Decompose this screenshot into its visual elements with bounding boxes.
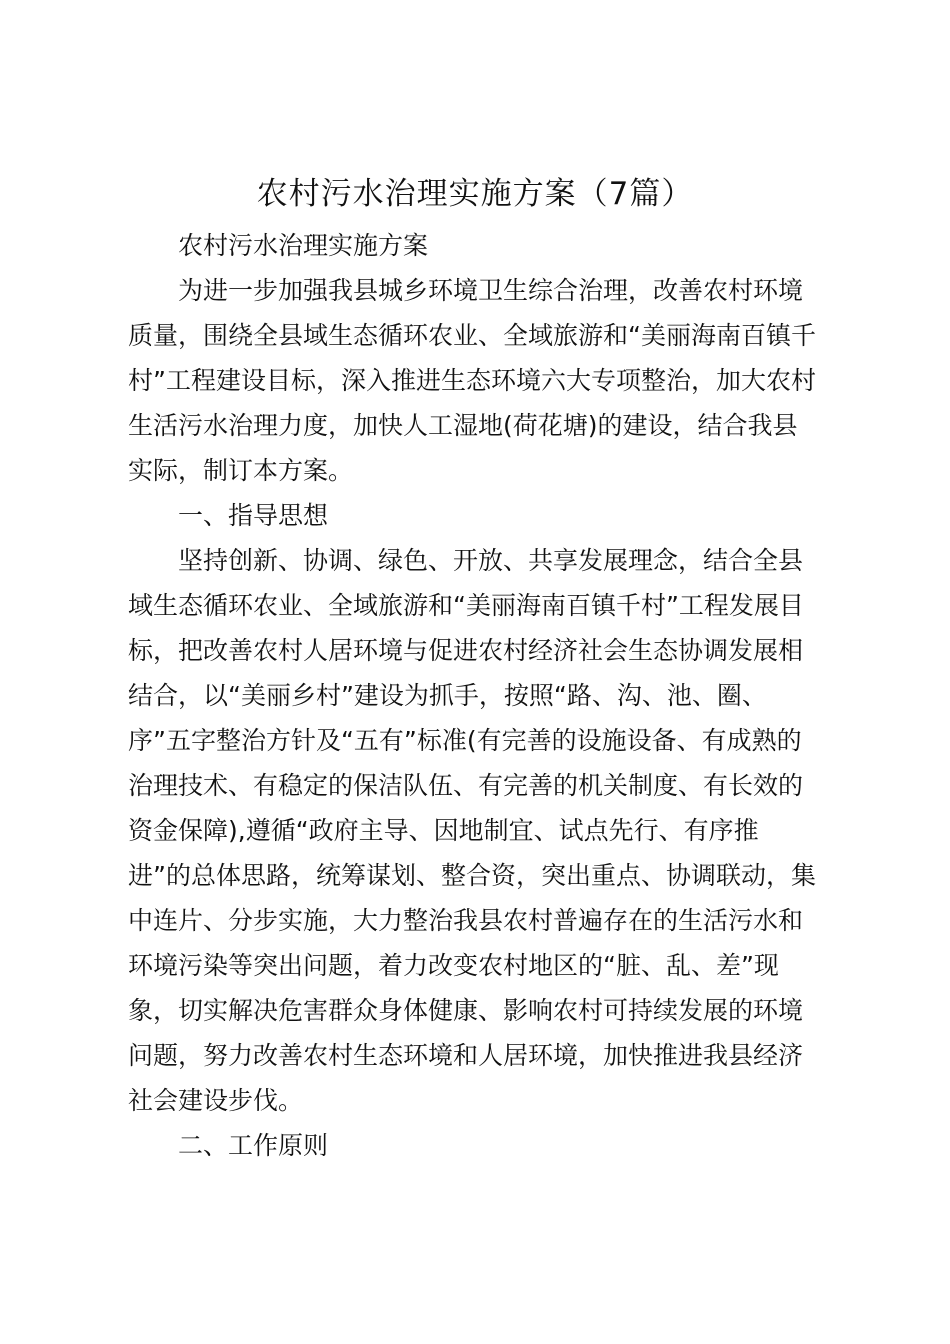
- paragraph-line: 社会建设步伐。: [128, 1086, 304, 1115]
- paragraph-line: 质量，围绕全县域生态循环农业、全域旅游和“美丽海南百镇千: [128, 321, 816, 350]
- paragraph-line: 实际，制订本方案。: [128, 456, 354, 485]
- paragraph-line: 资金保障),遵循“政府主导、因地制宜、试点先行、有序推: [128, 816, 759, 845]
- section-heading-work-principles: 二、工作原则: [178, 1131, 329, 1160]
- paragraph-line: 问题，努力改善农村生态环境和人居环境，加快推进我县经济: [128, 1041, 804, 1070]
- paragraph-line: 标，把改善农村人居环境与促进农村经济社会生态协调发展相: [128, 636, 804, 665]
- paragraph-line: 坚持创新、协调、绿色、开放、共享发展理念，结合全县: [178, 546, 804, 575]
- document-subtitle: 农村污水治理实施方案: [178, 231, 429, 260]
- paragraph-line: 治理技术、有稳定的保洁队伍、有完善的机关制度、有长效的: [128, 771, 804, 800]
- paragraph-line: 生活污水治理力度，加快人工湿地(荷花塘)的建设，结合我县: [128, 411, 798, 440]
- paragraph-line: 为进一步加强我县城乡环境卫生综合治理，改善农村环境: [178, 276, 804, 305]
- paragraph-line: 进”的总体思路，统筹谋划、整合资，突出重点、协调联动，集: [128, 861, 816, 890]
- paragraph-line: 村”工程建设目标，深入推进生态环境六大专项整治，加大农村: [128, 366, 816, 395]
- section-heading-guiding-ideology: 一、指导思想: [178, 501, 329, 530]
- paragraph-line: 序”五字整治方针及“五有”标准(有完善的设施设备、有成熟的: [128, 726, 802, 755]
- document-title: 农村污水治理实施方案（7篇）: [256, 176, 694, 212]
- paragraph-line: 象，切实解决危害群众身体健康、影响农村可持续发展的环境: [128, 996, 804, 1025]
- paragraph-line: 环境污染等突出问题，着力改变农村地区的“脏、乱、差”现: [128, 951, 779, 980]
- paragraph-line: 结合，以“美丽乡村”建设为抓手，按照“路、沟、池、圈、: [128, 681, 767, 710]
- paragraph-line: 域生态循环农业、全域旅游和“美丽海南百镇千村”工程发展目: [128, 591, 804, 620]
- paragraph-line: 中连片、分步实施，大力整治我县农村普遍存在的生活污水和: [128, 906, 804, 935]
